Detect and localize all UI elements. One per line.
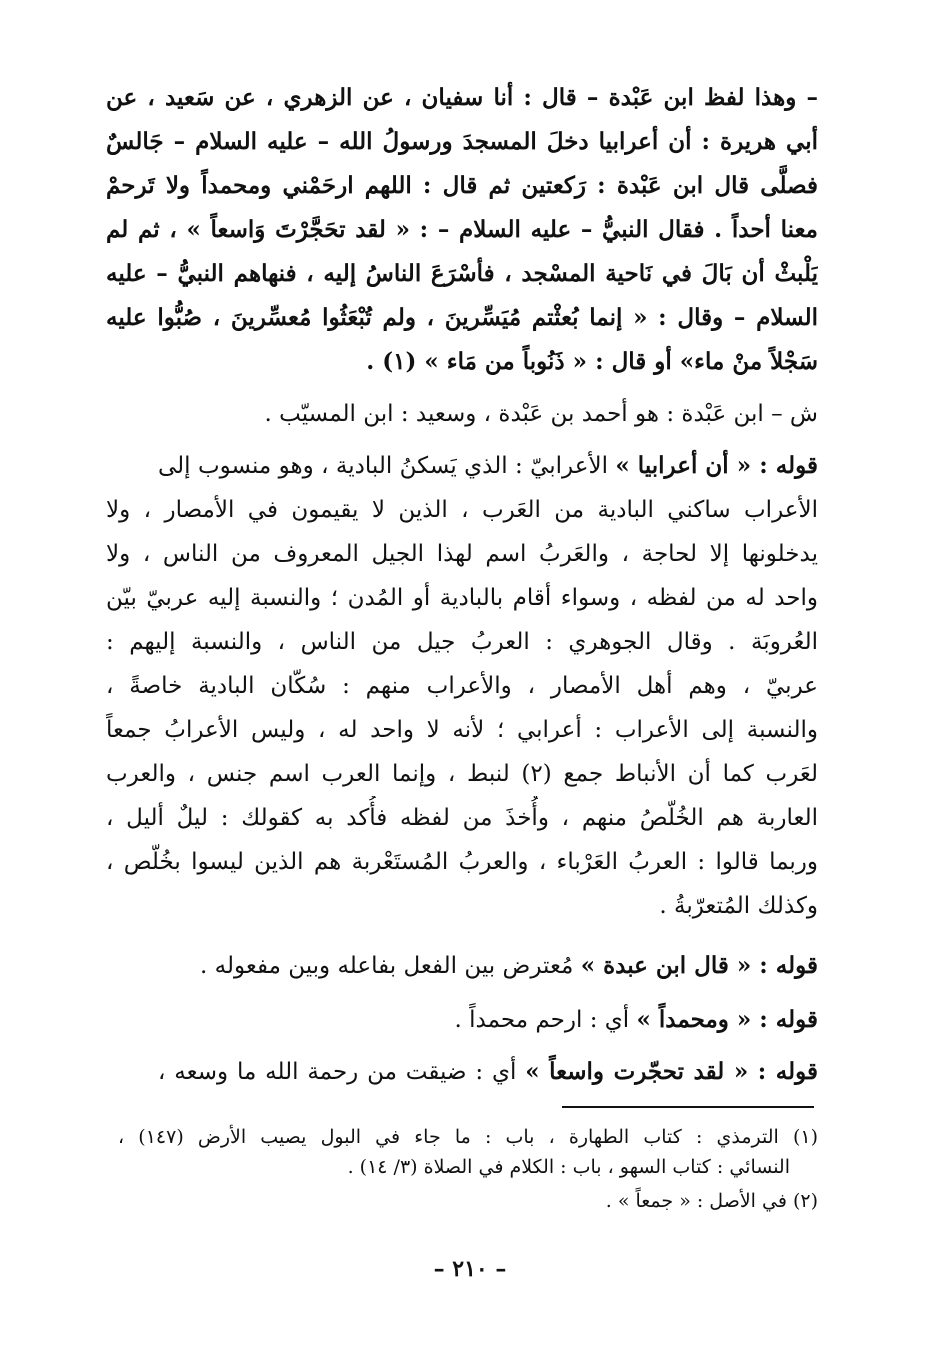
commentary-line: يدخلونها إلا لحاجة ، والعَربُ اسم لهذا الجيل المعروف من الناس ، ولا (106, 541, 818, 567)
hadith-line: فصلَّى قال ابن عَبْدة : رَكعتين ثم قال : اللهم ارحَمْني ومحمداً ولا تَرحمْ (106, 172, 818, 199)
note-lead: قوله : « لقد تحجّرت واسعاً » (525, 1058, 818, 1085)
note-text: مُعترض بين الفعل بفاعله وبين مفعوله . (200, 953, 581, 979)
commentary-text: الأعرابيّ : الذي يَسكنُ البادية ، وهو منسوب إلى (158, 453, 616, 479)
footnote: (٢) في الأصل : « جمعاً » . (605, 1190, 818, 1212)
commentary-line: الأعراب ساكني البادية من العَرب ، الذين لا يقيمون في الأمصار ، ولا (106, 497, 818, 523)
commentary-line: عربيّ ، وهم أهل الأمصار ، والأعراب منهم : سُكّان البادية خاصةً ، (106, 673, 818, 699)
hadith-line: سَجْلاً منْ ماء» أو قال : « ذَنُوباً من مَاء » (١) . (366, 348, 818, 375)
commentary-line: لعَرب كما أن الأنباط جمع (٢) لنبط ، وإنما العرب اسم جنس ، والعرب (106, 761, 818, 787)
sharh-line: ش – ابن عَبْدة : هو أحمد بن عَبْدة ، وسعيد : ابن المسيّب . (264, 401, 818, 427)
footnote-separator (562, 1106, 814, 1108)
footnote: النسائي : كتاب السهو ، باب : الكلام في الصلاة (٣/ ١٤) . (347, 1156, 790, 1178)
hadith-line: أبي هريرة : أن أعرابيا دخلَ المسجدَ ورسولُ الله – عليه السلام – جَالسٌ (106, 128, 818, 155)
hadith-line: يَلْبثْ أن بَالَ في نَاحية المسْجد ، فأسْرَعَ الناسُ إليه ، فنهاهم النبيُّ – عليه (106, 260, 818, 287)
commentary-line: وربما قالوا : العربُ العَرْباء ، والعربُ المُستَعْربة هم الذين ليسوا بخُلّص ، (106, 849, 818, 875)
commentary-line: العُروبَة . وقال الجوهري : العربُ جيل من الناس ، والنسبة إليهم : (106, 629, 818, 655)
commentary-line: واحد له من لفظه ، وسواء أقام بالبادية أو المُدن ؛ والنسبة إليه عربيّ بيّن (106, 585, 818, 611)
commentary-line (158, 444, 818, 488)
hadith-line: – وهذا لفظ ابن عَبْدة – قال : أنا سفيان ، عن الزهري ، عن سَعيد ، عن (106, 84, 818, 111)
page-number: – ٢١٠ – (433, 1256, 507, 1282)
commentary-line: العاربة هم الخُلّصُ منهم ، وأُخذَ من لفظه فأُكد به كقولك : ليلٌ أليل ، (106, 805, 818, 831)
commentary-lead: قوله : « أن أعرابيا » (615, 452, 818, 479)
commentary-line: والنسبة إلى الأعراب : أعرابي ؛ لأنه لا واحد له ، وليس الأعرابُ جمعاً (106, 717, 818, 743)
hadith-line: معنا أحداً . فقال النبيُّ – عليه السلام – : « لقد تحَجَّرْتَ وَاسعاً » ، ثم لم (106, 216, 818, 243)
hadith-line: السلام – وقال : « إنما بُعثْتم مُيَسِّرينَ ، ولم تُبْعَثُوا مُعسِّرينَ ، صُبُّوا عليه (106, 304, 818, 331)
note-line (158, 998, 818, 1042)
note-line (158, 944, 818, 988)
note-text: أي : ارحم محمداً . (454, 1007, 637, 1033)
commentary-line: وكذلك المُتعرّبةُ . (659, 893, 818, 919)
note-lead: قوله : « قال ابن عبدة » (580, 952, 818, 979)
note-text: أي : ضيقت من رحمة الله ما وسعه ، (158, 1059, 526, 1085)
note-line (158, 1050, 818, 1094)
note-lead: قوله : « ومحمداً » (636, 1006, 818, 1033)
footnote: (١) الترمذي : كتاب الطهارة ، باب : ما جاء في البول يصيب الأرض (١٤٧) ، (118, 1126, 818, 1148)
